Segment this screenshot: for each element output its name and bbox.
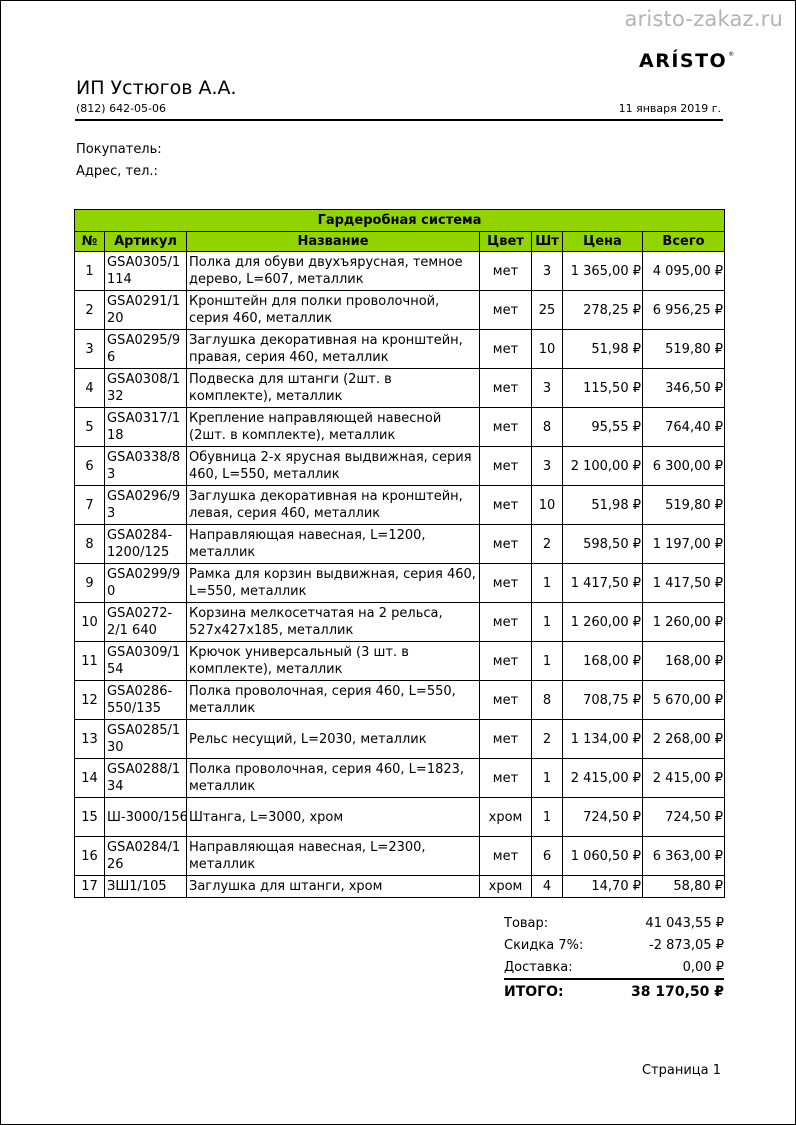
row-number: 14 (75, 759, 105, 798)
row-total: 6 363,00 ₽ (643, 837, 725, 876)
goods-label: Товар: (504, 915, 549, 931)
row-total: 58,80 ₽ (643, 876, 725, 898)
row-number: 7 (75, 486, 105, 525)
row-sku: GSA0286-550/135 (105, 681, 187, 720)
row-color: мет (480, 564, 532, 603)
row-color: мет (480, 291, 532, 330)
table-row (75, 837, 725, 876)
row-color: мет (480, 408, 532, 447)
row-total: 764,40 ₽ (643, 408, 725, 447)
row-color: мет (480, 369, 532, 408)
totals-table (504, 912, 724, 1004)
column-header-qty: Шт (532, 232, 563, 252)
aristo-logo (639, 50, 735, 72)
column-header-number: № (75, 232, 105, 252)
row-number: 12 (75, 681, 105, 720)
row-price: 278,25 ₽ (563, 291, 643, 330)
row-qty: 2 (532, 720, 563, 759)
row-color: мет (480, 681, 532, 720)
row-number: 5 (75, 408, 105, 447)
invoice-date: 11 января 2019 г. (618, 102, 721, 115)
seller-phone: (812) 642-05-06 (76, 102, 167, 115)
row-qty: 3 (532, 447, 563, 486)
row-total: 519,80 ₽ (643, 486, 725, 525)
row-number: 11 (75, 642, 105, 681)
row-qty: 1 (532, 642, 563, 681)
grand-total-label: ИТОГО: (504, 979, 605, 1004)
row-name: Заглушка декоративная на кронштейн, правая, серия 460, металлик (187, 330, 480, 369)
row-sku: GSA0295/9 6 (105, 330, 187, 369)
row-price: 724,50 ₽ (563, 798, 643, 837)
column-header-name: Название (187, 232, 480, 252)
row-price: 598,50 ₽ (563, 525, 643, 564)
delivery-label: Доставка: (504, 959, 573, 975)
table-row (75, 759, 725, 798)
row-color: хром (480, 798, 532, 837)
column-header-color: Цвет (480, 232, 532, 252)
row-total: 1 417,50 ₽ (643, 564, 725, 603)
row-total: 2 415,00 ₽ (643, 759, 725, 798)
row-name: Крепление направляющей навесной (2шт. в комплекте), металлик (187, 408, 480, 447)
row-price: 1 134,00 ₽ (563, 720, 643, 759)
table-title: Гардеробная система (75, 210, 725, 232)
table-row (75, 447, 725, 486)
row-price: 51,98 ₽ (563, 486, 643, 525)
row-price: 708,75 ₽ (563, 681, 643, 720)
table-row (75, 486, 725, 525)
table-row (75, 681, 725, 720)
row-total: 1 197,00 ₽ (643, 525, 725, 564)
row-number: 17 (75, 876, 105, 898)
table-row (75, 291, 725, 330)
table-row (75, 525, 725, 564)
discount-label: Скидка 7%: (504, 937, 584, 953)
column-header-price: Цена (563, 232, 643, 252)
row-total: 2 268,00 ₽ (643, 720, 725, 759)
row-number: 15 (75, 798, 105, 837)
row-sku: GSA0305/1 114 (105, 252, 187, 291)
row-qty: 8 (532, 408, 563, 447)
row-price: 51,98 ₽ (563, 330, 643, 369)
site-watermark: aristo-zakaz.ru (624, 7, 783, 31)
goods-value: 41 043,55 ₽ (645, 915, 724, 931)
seller-name: ИП Устюгов А.А. (76, 77, 237, 99)
row-color: мет (480, 837, 532, 876)
buyer-label: Покупатель: (76, 142, 162, 157)
row-qty: 3 (532, 369, 563, 408)
row-price: 2 100,00 ₽ (563, 447, 643, 486)
row-name: Полка проволочная, серия 460, L=550, металлик (187, 681, 480, 720)
row-total: 724,50 ₽ (643, 798, 725, 837)
table-row (75, 642, 725, 681)
row-number: 3 (75, 330, 105, 369)
row-qty: 1 (532, 798, 563, 837)
address-label: Адрес, тел.: (76, 164, 158, 179)
row-total: 519,80 ₽ (643, 330, 725, 369)
row-sku: Ш-3000/156 (105, 798, 187, 837)
row-total: 4 095,00 ₽ (643, 252, 725, 291)
row-color: мет (480, 603, 532, 642)
row-color: мет (480, 525, 532, 564)
row-name: Полка для обуви двухъярусная, темное дерево, L=607, металлик (187, 252, 480, 291)
page-number: Страница 1 (641, 1063, 721, 1078)
row-qty: 6 (532, 837, 563, 876)
row-sku: ЗШ1/105 (105, 876, 187, 898)
row-total: 6 956,25 ₽ (643, 291, 725, 330)
row-number: 8 (75, 525, 105, 564)
row-qty: 2 (532, 525, 563, 564)
row-color: мет (480, 642, 532, 681)
row-sku: GSA0288/1 34 (105, 759, 187, 798)
row-color: хром (480, 876, 532, 898)
row-number: 9 (75, 564, 105, 603)
row-sku: GSA0296/9 3 (105, 486, 187, 525)
row-sku: GSA0284-1200/125 (105, 525, 187, 564)
row-color: мет (480, 759, 532, 798)
row-qty: 1 (532, 564, 563, 603)
row-total: 346,50 ₽ (643, 369, 725, 408)
row-qty: 3 (532, 252, 563, 291)
grand-total-value: 38 170,50 ₽ (605, 979, 724, 1004)
row-price: 1 417,50 ₽ (563, 564, 643, 603)
row-name: Направляющая навесная, L=2300, металлик (187, 837, 480, 876)
table-row (75, 369, 725, 408)
row-number: 4 (75, 369, 105, 408)
row-qty: 25 (532, 291, 563, 330)
row-sku: GSA0309/1 54 (105, 642, 187, 681)
row-price: 14,70 ₽ (563, 876, 643, 898)
logo-text: ARÍSTO (639, 50, 728, 72)
row-sku: GSA0285/1 30 (105, 720, 187, 759)
delivery-value: 0,00 ₽ (682, 959, 724, 975)
table-row (75, 564, 725, 603)
table-row (75, 720, 725, 759)
table-row (75, 408, 725, 447)
row-number: 6 (75, 447, 105, 486)
row-sku: GSA0308/1 32 (105, 369, 187, 408)
row-sku: GSA0272-2/1 640 (105, 603, 187, 642)
row-total: 168,00 ₽ (643, 642, 725, 681)
row-qty: 10 (532, 486, 563, 525)
table-row (75, 876, 725, 898)
row-qty: 1 (532, 759, 563, 798)
row-color: мет (480, 330, 532, 369)
row-name: Заглушка для штанги, хром (187, 876, 480, 898)
row-name: Кронштейн для полки проволочной, серия 460, металлик (187, 291, 480, 330)
row-name: Рельс несущий, L=2030, металлик (187, 720, 480, 759)
row-name: Рамка для корзин выдвижная, серия 460, L=550, металлик (187, 564, 480, 603)
table-row (75, 330, 725, 369)
row-price: 168,00 ₽ (563, 642, 643, 681)
row-total: 1 260,00 ₽ (643, 603, 725, 642)
row-number: 10 (75, 603, 105, 642)
row-sku: GSA0317/1 18 (105, 408, 187, 447)
row-name: Заглушка декоративная на кронштейн, левая, серия 460, металлик (187, 486, 480, 525)
row-price: 1 060,50 ₽ (563, 837, 643, 876)
row-qty: 10 (532, 330, 563, 369)
row-price: 2 415,00 ₽ (563, 759, 643, 798)
row-color: мет (480, 720, 532, 759)
row-price: 95,55 ₽ (563, 408, 643, 447)
row-name: Полка проволочная, серия 460, L=1823, металлик (187, 759, 480, 798)
row-price: 1 260,00 ₽ (563, 603, 643, 642)
row-name: Штанга, L=3000, хром (187, 798, 480, 837)
row-sku: GSA0284/1 26 (105, 837, 187, 876)
row-color: мет (480, 252, 532, 291)
row-number: 13 (75, 720, 105, 759)
table-row (75, 252, 725, 291)
items-table (74, 209, 725, 898)
row-sku: GSA0338/8 3 (105, 447, 187, 486)
row-name: Обувница 2-х ярусная выдвижная, серия 460, L=550, металлик (187, 447, 480, 486)
row-number: 1 (75, 252, 105, 291)
row-sku: GSA0299/9 0 (105, 564, 187, 603)
row-name: Направляющая навесная, L=1200, металлик (187, 525, 480, 564)
table-row (75, 798, 725, 837)
row-color: мет (480, 447, 532, 486)
discount-value: -2 873,05 ₽ (649, 937, 724, 953)
row-price: 115,50 ₽ (563, 369, 643, 408)
row-name: Корзина мелкосетчатая на 2 рельса, 527x427x185, металлик (187, 603, 480, 642)
header-divider (75, 119, 723, 121)
row-name: Подвеска для штанги (2шт. в комплекте), металлик (187, 369, 480, 408)
column-header-total: Всего (643, 232, 725, 252)
row-qty: 8 (532, 681, 563, 720)
row-color: мет (480, 486, 532, 525)
row-sku: GSA0291/1 20 (105, 291, 187, 330)
logo-registered-mark: ® (728, 51, 736, 58)
table-row (75, 603, 725, 642)
column-header-sku: Артикул (105, 232, 187, 252)
row-name: Крючок универсальный (3 шт. в комплекте), металлик (187, 642, 480, 681)
row-total: 5 670,00 ₽ (643, 681, 725, 720)
row-number: 2 (75, 291, 105, 330)
row-total: 6 300,00 ₽ (643, 447, 725, 486)
row-price: 1 365,00 ₽ (563, 252, 643, 291)
row-number: 16 (75, 837, 105, 876)
row-qty: 4 (532, 876, 563, 898)
row-qty: 1 (532, 603, 563, 642)
